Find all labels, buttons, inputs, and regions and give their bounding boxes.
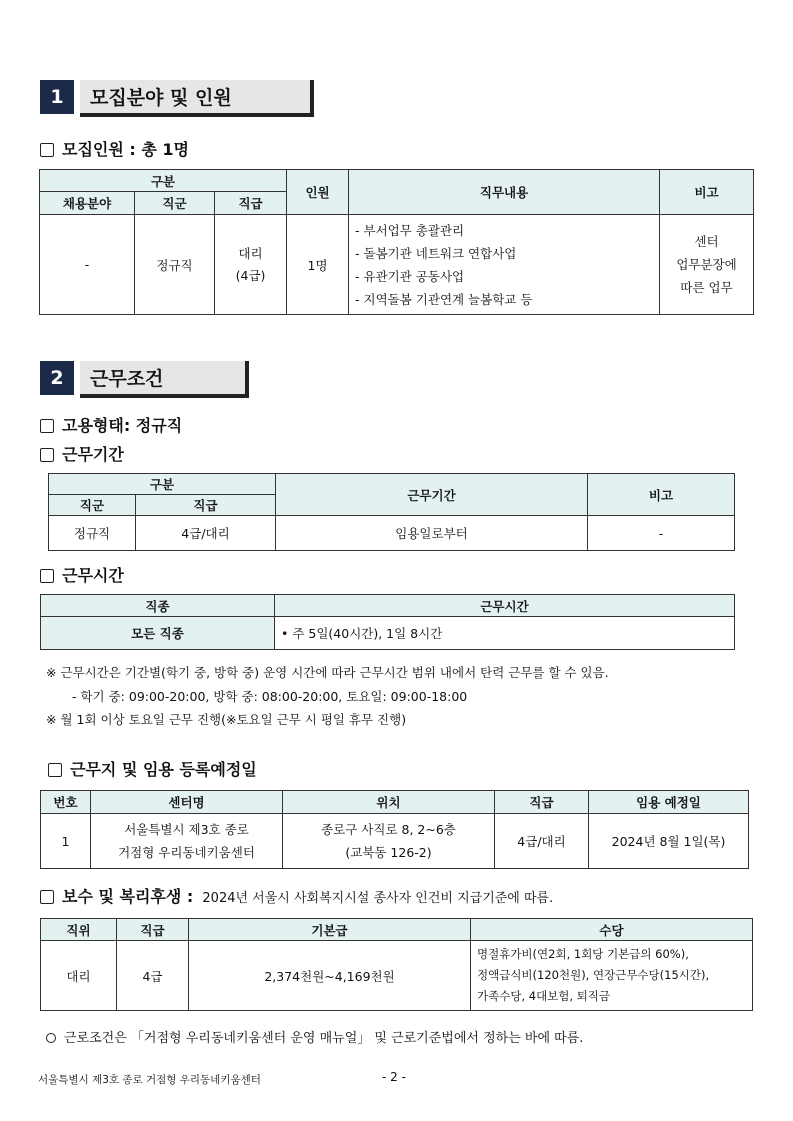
hours-heading: 근무시간	[40, 563, 124, 586]
hours-table	[40, 594, 735, 650]
cell-period: 임용일로부터	[276, 516, 588, 551]
th-center: 센터명	[91, 791, 283, 814]
th-job: 직종	[41, 595, 275, 617]
section-1-number: 1	[40, 80, 74, 114]
hours-note-2: - 학기 중: 09:00-20:00, 방학 중: 08:00-20:00, 토요일: 09:00-18:00	[72, 689, 468, 704]
th-period-group: 구분	[49, 474, 276, 495]
location-heading: 근무지 및 임용 등록예정일	[48, 757, 257, 780]
th-period-note: 비고	[588, 474, 735, 516]
cell-count: 1명	[287, 215, 349, 315]
th-class: 직군	[135, 192, 215, 215]
cell-pos: 대리	[41, 941, 117, 1011]
hours-note-1: ※ 근무시간은 기간별(학기 중, 방학 중) 운영 시간에 따라 근무시간 범위 내에서 탄력 근무를 할 수 있음.	[46, 665, 609, 680]
th-no: 번호	[41, 791, 91, 814]
cell-period-grade: 4급/대리	[136, 516, 276, 551]
cell-loc: 종로구 사직로 8, 2~6층 (교북동 126-2)	[283, 814, 495, 869]
cell-period-class: 정규직	[49, 516, 136, 551]
th-field: 채용분야	[40, 192, 135, 215]
cell-grade: 대리 (4급)	[215, 215, 287, 315]
th-count: 인원	[287, 170, 349, 215]
cell-field: -	[40, 215, 135, 315]
cell-duties: - 부서업무 총괄관리 - 돌봄기관 네트워크 연합사업 - 유관기관 공동사업 - 지역돌봄 기관연계 늘봄학교 등	[349, 215, 660, 315]
cell-loc-grade: 4급/대리	[495, 814, 589, 869]
th-loc: 위치	[283, 791, 495, 814]
cell-base: 2,374천원~4,169천원	[189, 941, 471, 1011]
period-table	[48, 473, 735, 551]
cell-hours: • 주 5일(40시간), 1일 8시간	[275, 617, 735, 650]
th-allow: 수당	[471, 919, 753, 941]
pay-table	[40, 918, 753, 1011]
period-heading: 근무기간	[40, 442, 124, 465]
th-date: 임용 예정일	[589, 791, 749, 814]
th-group: 구분	[40, 170, 287, 192]
th-note: 비고	[660, 170, 754, 215]
cell-allow: 명절휴가비(연2회, 1회당 기본급의 60%), 정액급식비(120천원), 연장근무수당(15시간), 가족수당, 4대보험, 퇴직금	[471, 941, 753, 1011]
checkbox-icon	[40, 569, 54, 583]
section-1-title: 모집분야 및 인원	[80, 80, 314, 117]
cell-note: 센터 업무분장에 따른 업무	[660, 215, 754, 315]
labor-note: 근로조건은 「거점형 우리동네키움센터 운영 매뉴얼」 및 근로기준법에서 정하는 바에 따름.	[46, 1027, 583, 1046]
th-period-grade: 직급	[136, 495, 276, 516]
th-grade: 직급	[215, 192, 287, 215]
checkbox-icon	[40, 448, 54, 462]
recruit-table	[39, 169, 754, 315]
footer-page: - 2 -	[382, 1070, 406, 1084]
checkbox-icon	[48, 763, 62, 777]
checkbox-icon	[40, 419, 54, 433]
cell-center: 서울특별시 제3호 종로 거점형 우리동네키움센터	[91, 814, 283, 869]
circle-bullet-icon	[46, 1033, 56, 1043]
section-2-title: 근무조건	[80, 361, 249, 398]
pay-heading-line	[40, 884, 553, 907]
th-pos: 직위	[41, 919, 117, 941]
cell-pay-grade: 4급	[117, 941, 189, 1011]
cell-date: 2024년 8월 1일(목)	[589, 814, 749, 869]
th-period-class: 직군	[49, 495, 136, 516]
footer-org: 서울특별시 제3호 종로 거점형 우리동네키움센터	[38, 1074, 261, 1086]
checkbox-icon	[40, 890, 54, 904]
th-loc-grade: 직급	[495, 791, 589, 814]
employment-heading: 고용형태: 정규직	[40, 413, 182, 436]
pay-heading: 보수 및 복리후생 :	[62, 887, 194, 906]
section-2-number: 2	[40, 361, 74, 395]
hours-note-3: ※ 월 1회 이상 토요일 근무 진행(※토요일 근무 시 평일 휴무 진행)	[46, 712, 407, 727]
th-hours: 근무시간	[275, 595, 735, 617]
recruit-count-heading: 모집인원 : 총 1명	[40, 137, 189, 160]
pay-text: 2024년 서울시 사회복지시설 종사자 인건비 지급기준에 따름.	[202, 891, 554, 906]
cell-no: 1	[41, 814, 91, 869]
checkbox-icon	[40, 143, 54, 157]
location-table	[40, 790, 749, 869]
cell-class: 정규직	[135, 215, 215, 315]
th-duty: 직무내용	[349, 170, 660, 215]
th-period: 근무기간	[276, 474, 588, 516]
cell-job: 모든 직종	[41, 617, 275, 650]
cell-period-note: -	[588, 516, 735, 551]
th-pay-grade: 직급	[117, 919, 189, 941]
th-base: 기본급	[189, 919, 471, 941]
